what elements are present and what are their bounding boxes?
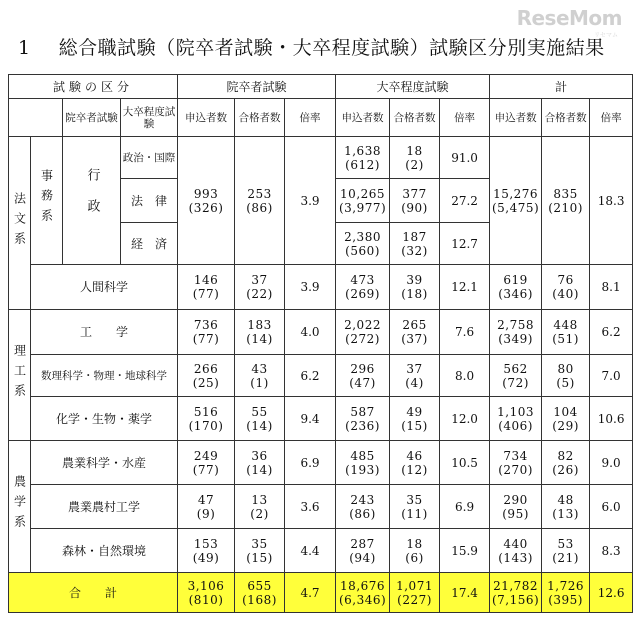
header-total: 計 <box>490 75 633 99</box>
total-passers: 80 (5) <box>542 355 590 397</box>
row-label-politics: 政治・国際 <box>121 137 178 179</box>
grad-ratio: 3.9 <box>285 265 336 310</box>
univ-ratio: 10.5 <box>440 441 490 485</box>
header-sub-univ: 大卒程度試験 <box>121 99 178 137</box>
header-grad-exam: 院卒者試験 <box>178 75 336 99</box>
grad-ratio: 9.4 <box>285 397 336 441</box>
univ-ratio: 17.4 <box>440 573 490 613</box>
total-row <box>9 573 633 613</box>
header-row-1 <box>9 75 633 99</box>
grad-passers: 37 (22) <box>235 265 285 310</box>
total-applicants: 440 (143) <box>490 529 542 573</box>
resemom-logo-subtext: リセマム <box>594 32 618 39</box>
univ-passers: 1,071 (227) <box>390 573 440 613</box>
table-row <box>9 485 633 529</box>
total-passers: 104 (29) <box>542 397 590 441</box>
grad-ratio: 3.6 <box>285 485 336 529</box>
univ-passers: 265 (37) <box>390 310 440 355</box>
grad-applicants: 736 (77) <box>178 310 235 355</box>
total-ratio: 10.6 <box>590 397 633 441</box>
header-grad-ratio: 倍率 <box>285 99 336 137</box>
univ-applicants: 2,380 (560) <box>336 223 390 265</box>
grad-passers: 183 (14) <box>235 310 285 355</box>
row-label-math-physics: 数理科学・物理・地球科学 <box>31 355 178 397</box>
univ-ratio: 8.0 <box>440 355 490 397</box>
results-table <box>8 74 633 613</box>
total-passers: 82 (26) <box>542 441 590 485</box>
total-ratio: 7.0 <box>590 355 633 397</box>
row-label-sum: 合 計 <box>9 573 178 613</box>
grad-applicants: 993 (326) <box>178 137 235 265</box>
univ-applicants: 10,265 (3,977) <box>336 179 390 223</box>
univ-passers: 18 (2) <box>390 137 440 179</box>
row-label-engineering: 工 学 <box>31 310 178 355</box>
univ-passers: 37 (4) <box>390 355 440 397</box>
univ-applicants: 2,022 (272) <box>336 310 390 355</box>
grad-ratio: 4.4 <box>285 529 336 573</box>
univ-ratio: 27.2 <box>440 179 490 223</box>
univ-applicants: 18,676 (6,346) <box>336 573 390 613</box>
row-label-agri-sci: 農業科学・水産 <box>31 441 178 485</box>
table-row <box>9 397 633 441</box>
title-text: 総合職試験（院卒者試験・大卒程度試験）試験区分別実施結果 <box>58 37 605 59</box>
header-total-applicants: 申込者数 <box>490 99 542 137</box>
grad-applicants: 516 (170) <box>178 397 235 441</box>
total-ratio: 8.3 <box>590 529 633 573</box>
univ-passers: 187 (32) <box>390 223 440 265</box>
row-label-economics: 経 済 <box>121 223 178 265</box>
grad-passers: 36 (14) <box>235 441 285 485</box>
total-passers: 48 (13) <box>542 485 590 529</box>
univ-applicants: 287 (94) <box>336 529 390 573</box>
total-applicants: 2,758 (349) <box>490 310 542 355</box>
univ-applicants: 587 (236) <box>336 397 390 441</box>
row-label-chem-bio: 化学・生物・薬学 <box>31 397 178 441</box>
table-row <box>9 441 633 485</box>
total-applicants: 734 (270) <box>490 441 542 485</box>
total-passers: 1,726 (395) <box>542 573 590 613</box>
table-row <box>9 529 633 573</box>
header-univ-exam: 大卒程度試験 <box>336 75 490 99</box>
total-ratio: 12.6 <box>590 573 633 613</box>
page-title <box>18 33 605 60</box>
univ-passers: 18 (6) <box>390 529 440 573</box>
row-label-agri-eng: 農業農村工学 <box>31 485 178 529</box>
header-univ-passers: 合格者数 <box>390 99 440 137</box>
group-sci-eng: 理工系 <box>9 310 31 441</box>
title-number: 1 <box>18 37 31 59</box>
grad-passers: 655 (168) <box>235 573 285 613</box>
grad-passers: 55 (14) <box>235 397 285 441</box>
grad-applicants: 266 (25) <box>178 355 235 397</box>
total-applicants: 15,276 (5,475) <box>490 137 542 265</box>
total-ratio: 6.2 <box>590 310 633 355</box>
grad-ratio: 4.7 <box>285 573 336 613</box>
group-admin-sub: 事務系 <box>31 137 63 265</box>
total-passers: 53 (21) <box>542 529 590 573</box>
row-label-humanities: 人間科学 <box>31 265 178 310</box>
univ-ratio: 12.7 <box>440 223 490 265</box>
group-agri: 農学系 <box>9 441 31 573</box>
total-applicants: 1,103 (406) <box>490 397 542 441</box>
header-grad-passers: 合格者数 <box>235 99 285 137</box>
header-sub-grad: 院卒者試験 <box>63 99 121 137</box>
grad-applicants: 47 (9) <box>178 485 235 529</box>
grad-passers: 43 (1) <box>235 355 285 397</box>
header-univ-ratio: 倍率 <box>440 99 490 137</box>
grad-ratio: 4.0 <box>285 310 336 355</box>
univ-ratio: 6.9 <box>440 485 490 529</box>
header-category: 試験の区分 <box>9 75 178 99</box>
row-label-law: 法 律 <box>121 179 178 223</box>
univ-ratio: 91.0 <box>440 137 490 179</box>
total-passers: 76 (40) <box>542 265 590 310</box>
univ-ratio: 7.6 <box>440 310 490 355</box>
table-row <box>9 137 633 179</box>
group-law-econ: 法文系 <box>9 137 31 310</box>
table-row <box>9 355 633 397</box>
univ-ratio: 12.1 <box>440 265 490 310</box>
grad-passers: 13 (2) <box>235 485 285 529</box>
univ-passers: 39 (18) <box>390 265 440 310</box>
grad-applicants: 146 (77) <box>178 265 235 310</box>
total-applicants: 619 (346) <box>490 265 542 310</box>
univ-applicants: 296 (47) <box>336 355 390 397</box>
total-ratio: 8.1 <box>590 265 633 310</box>
header-grad-applicants: 申込者数 <box>178 99 235 137</box>
grad-applicants: 153 (49) <box>178 529 235 573</box>
univ-ratio: 15.9 <box>440 529 490 573</box>
grad-applicants: 3,106 (810) <box>178 573 235 613</box>
univ-passers: 46 (12) <box>390 441 440 485</box>
header-row-2 <box>9 99 633 137</box>
row-label-forest: 森林・自然環境 <box>31 529 178 573</box>
univ-applicants: 243 (86) <box>336 485 390 529</box>
univ-passers: 377 (90) <box>390 179 440 223</box>
total-applicants: 21,782 (7,156) <box>490 573 542 613</box>
total-applicants: 290 (95) <box>490 485 542 529</box>
total-passers: 835 (210) <box>542 137 590 265</box>
univ-applicants: 473 (269) <box>336 265 390 310</box>
header-total-ratio: 倍率 <box>590 99 633 137</box>
univ-applicants: 485 (193) <box>336 441 390 485</box>
resemom-logo: ReseMom <box>516 6 622 30</box>
grad-applicants: 249 (77) <box>178 441 235 485</box>
header-univ-applicants: 申込者数 <box>336 99 390 137</box>
grad-ratio: 3.9 <box>285 137 336 265</box>
total-ratio: 9.0 <box>590 441 633 485</box>
total-applicants: 562 (72) <box>490 355 542 397</box>
table-row <box>9 310 633 355</box>
total-passers: 448 (51) <box>542 310 590 355</box>
univ-ratio: 12.0 <box>440 397 490 441</box>
grad-passers: 35 (15) <box>235 529 285 573</box>
univ-passers: 49 (15) <box>390 397 440 441</box>
group-admin: 行政 <box>63 137 121 265</box>
univ-applicants: 1,638 (612) <box>336 137 390 179</box>
grad-passers: 253 (86) <box>235 137 285 265</box>
header-total-passers: 合格者数 <box>542 99 590 137</box>
univ-passers: 35 (11) <box>390 485 440 529</box>
table-row <box>9 265 633 310</box>
grad-ratio: 6.9 <box>285 441 336 485</box>
total-ratio: 18.3 <box>590 137 633 265</box>
total-ratio: 6.0 <box>590 485 633 529</box>
grad-ratio: 6.2 <box>285 355 336 397</box>
